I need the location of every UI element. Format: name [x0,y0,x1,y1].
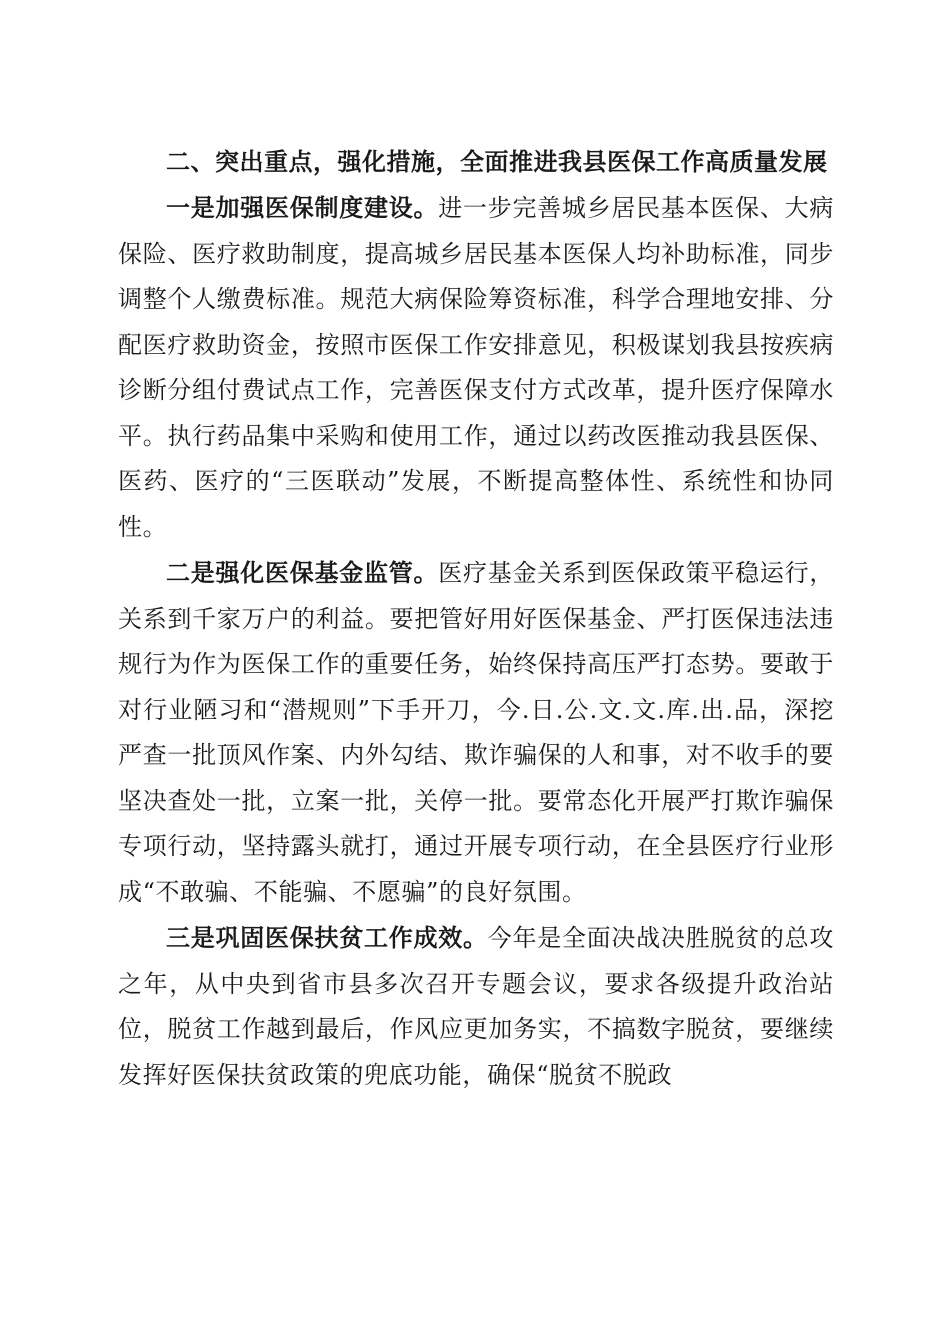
paragraph-1 [118,185,834,550]
paragraph-3-lead: 三是巩固医保扶贫工作成效。 [166,923,488,952]
paragraph-1-lead: 一是加强医保制度建设。 [166,193,439,222]
paragraph-2-lead: 二是强化医保基金监管。 [166,558,439,587]
paragraph-2-text: 医疗基金关系到医保政策平稳运行，关系到千家万户的利益。要把管好用好医保基金、严打医保违法违规行为作为医保工作的重要任务，始终保持高压严打态势。要敢于对行业陋习和“潜规则”下手开刀，今.日.公.文.文.库.出.品，深挖严查一批顶风作案、内外勾结、欺诈骗保的人和事，对不收手的要坚决查处一批，立案一批，关停一批。要常态化开展严打欺诈骗保专项行动，坚持露头就打，通过开展专项行动，在全县医疗行业形成“不敢骗、不能骗、不愿骗”的良好氛围。 [118,559,834,906]
paragraph-3-text: 今年是全面决战决胜脱贫的总攻之年，从中央到省市县多次召开专题会议，要求各级提升政治站位，脱贫工作越到最后，作风应更加务实，不搞数字脱贫，要继续发挥好医保扶贫政策的兜底功能，确保“脱贫不脱政 [118,924,834,1089]
paragraph-3 [118,915,834,1098]
paragraph-2 [118,550,834,915]
paragraph-1-text: 进一步完善城乡居民基本医保、大病保险、医疗救助制度，提高城乡居民基本医保人均补助标准，同步调整个人缴费标准。规范大病保险筹资标准，科学合理地安排、分配医疗救助资金，按照市医保工作安排意见，积极谋划我县按疾病诊断分组付费试点工作，完善医保支付方式改革，提升医疗保障水平。执行药品集中采购和使用工作，通过以药改医推动我县医保、医药、医疗的“三医联动”发展，不断提高整体性、系统性和协同性。 [118,194,834,541]
document-body [118,140,834,1098]
section-heading: 二、突出重点，强化措施，全面推进我县医保工作高质量发展 [166,148,828,176]
